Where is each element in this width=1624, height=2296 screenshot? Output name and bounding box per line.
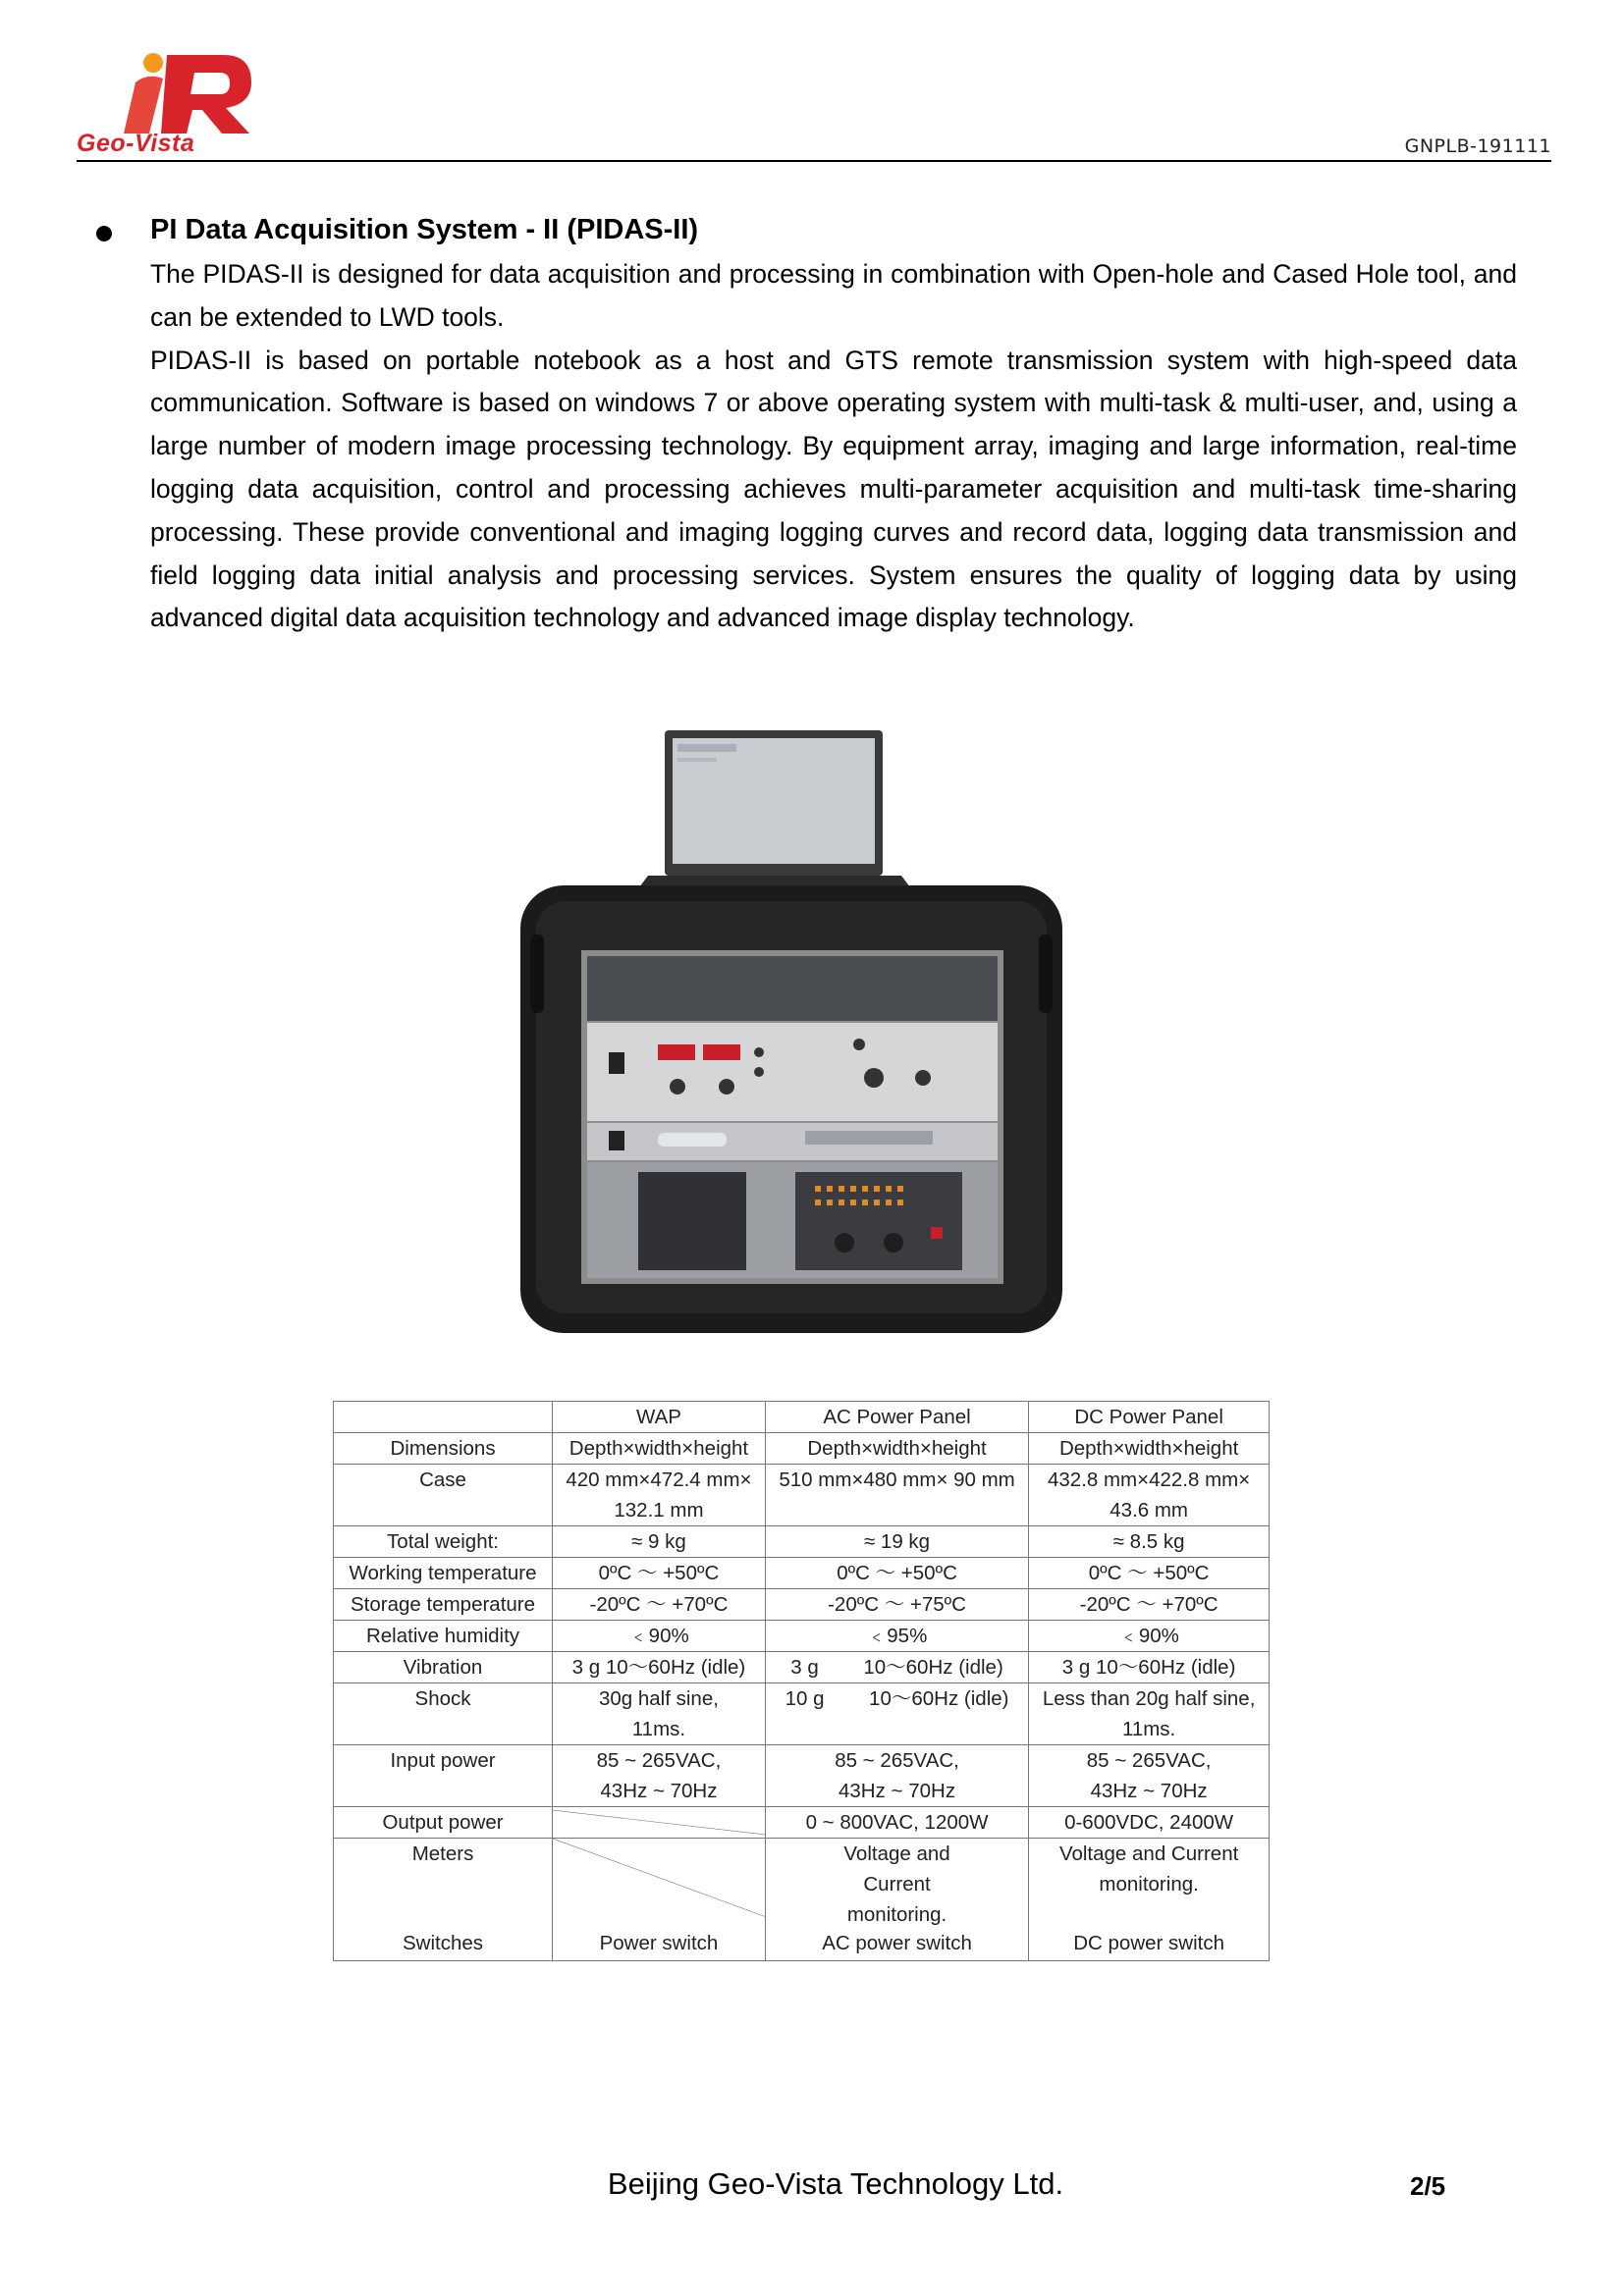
row-label: Switches xyxy=(403,1932,484,1954)
table-cell: Depth×width×height xyxy=(553,1433,766,1465)
table-cell: ≈ 19 kg xyxy=(765,1526,1028,1558)
table-row xyxy=(334,1465,1270,1526)
table-cell: -20ºC ～ +70ºC xyxy=(1029,1589,1270,1621)
table-cell: ﹤90% xyxy=(1029,1621,1270,1652)
footer-company xyxy=(0,2166,1624,2202)
table-row xyxy=(334,1558,1270,1589)
table-cell: 0-600VDC, 2400W xyxy=(1029,1807,1270,1839)
wap-meters-switches-cell xyxy=(553,1839,766,1961)
table-header-row xyxy=(334,1402,1270,1433)
table-cell: Voltage and Current monitoring. xyxy=(843,1842,950,1926)
bullet-icon xyxy=(96,226,112,241)
table-cell: Depth×width×height xyxy=(1029,1433,1270,1465)
table-cell: 432.8 mm×422.8 mm× 43.6 mm xyxy=(1029,1465,1270,1526)
table-row xyxy=(334,1526,1270,1558)
table-cell: Voltage and Current monitoring. xyxy=(1058,1842,1239,1896)
table-cell: 420 mm×472.4 mm× 132.1 mm xyxy=(553,1465,766,1526)
table-header-cell: DC Power Panel xyxy=(1029,1402,1270,1433)
paragraph: PIDAS-II is based on portable notebook as a host and GTS remote transmission system with high-speed data communication. Software is based on windows 7 or above operating system with multi-task & multi-user, and, using a large number of modern image processing technology. By equipment array, imaging and large information, real-time logging data acquisition, control and processing achieves multi-parameter acquisition and multi-task time-sharing processing. These provide conventional and imaging logging curves and record data, logging data transmission and field logging data initial analysis and processing services. System ensures the quality of logging data by using advanced digital data acquisition technology and advanced image display technology. xyxy=(150,345,1517,633)
brand-wordmark: Geo-Vista xyxy=(77,130,195,157)
table-cell: 85 ~ 265VAC, 43Hz ~ 70Hz xyxy=(1029,1745,1270,1807)
specification-table xyxy=(333,1401,1270,1961)
row-label: Working temperature xyxy=(334,1558,553,1589)
meters-switches-label xyxy=(334,1839,553,1961)
paragraph: The PIDAS-II is designed for data acquisition and processing in combination with Open-hole and Cased Hole tool, and can be extended to LWD tools. xyxy=(150,259,1517,332)
table-header-cell: WAP xyxy=(553,1402,766,1433)
table-cell: ≈ 9 kg xyxy=(553,1526,766,1558)
row-label: Storage temperature xyxy=(334,1589,553,1621)
row-label: Vibration xyxy=(334,1652,553,1683)
table-row xyxy=(334,1807,1270,1839)
table-row xyxy=(334,1745,1270,1807)
table-cell: ﹤95% xyxy=(765,1621,1028,1652)
row-label: Total weight: xyxy=(334,1526,553,1558)
table-cell: 0ºC ～ +50ºC xyxy=(1029,1558,1270,1589)
dc-meters-switches-cell xyxy=(1029,1839,1270,1961)
row-label: Output power xyxy=(334,1807,553,1839)
document-id: GNPLB-191111 xyxy=(1404,135,1551,157)
row-label: Input power xyxy=(334,1745,553,1807)
table-cell: 0ºC ～ +50ºC xyxy=(553,1558,766,1589)
table-cell: 3 g 10～60Hz (idle) xyxy=(765,1652,1028,1683)
pidas-ii-system-photo xyxy=(520,728,1062,1333)
row-label: Dimensions xyxy=(334,1433,553,1465)
table-cell: 85 ~ 265VAC, 43Hz ~ 70Hz xyxy=(765,1745,1028,1807)
table-row xyxy=(334,1621,1270,1652)
table-cell: 0ºC ～ +50ºC xyxy=(765,1558,1028,1589)
page-number: 2/5 xyxy=(1410,2171,1446,2201)
section-body xyxy=(150,253,1517,640)
section-title: PI Data Acquisition System - II (PIDAS-II) xyxy=(150,214,699,245)
row-label: Relative humidity xyxy=(334,1621,553,1652)
table-cell: -20ºC ～ +75ºC xyxy=(765,1589,1028,1621)
empty-diagonal-cell xyxy=(553,1807,766,1839)
ac-meters-switches-cell xyxy=(765,1839,1028,1961)
table-header-cell: AC Power Panel xyxy=(765,1402,1028,1433)
table-cell: -20ºC ～ +70ºC xyxy=(553,1589,766,1621)
table-row xyxy=(334,1433,1270,1465)
table-cell: 30g half sine, 11ms. xyxy=(553,1683,766,1745)
table-row xyxy=(334,1589,1270,1621)
row-label: Shock xyxy=(334,1683,553,1745)
table-header-cell xyxy=(334,1402,553,1433)
table-cell: Depth×width×height xyxy=(765,1433,1028,1465)
table-cell: Power switch xyxy=(599,1932,719,1954)
row-label: Meters xyxy=(411,1842,474,1865)
table-row xyxy=(334,1652,1270,1683)
table-cell: 0 ~ 800VAC, 1200W xyxy=(765,1807,1028,1839)
table-cell: AC power switch xyxy=(822,1932,972,1954)
row-label: Case xyxy=(334,1465,553,1526)
table-cell: ﹤90% xyxy=(553,1621,766,1652)
table-cell: DC power switch xyxy=(1073,1932,1225,1954)
table-cell: 510 mm×480 mm× 90 mm xyxy=(765,1465,1028,1526)
header-divider xyxy=(77,160,1551,162)
table-cell: ≈ 8.5 kg xyxy=(1029,1526,1270,1558)
table-cell: 85 ~ 265VAC, 43Hz ~ 70Hz xyxy=(553,1745,766,1807)
table-cell: 3 g 10～60Hz (idle) xyxy=(553,1652,766,1683)
company-name: Beijing Geo-Vista Technology Ltd. xyxy=(607,2166,1064,2201)
table-row xyxy=(334,1683,1270,1745)
table-row xyxy=(334,1839,1270,1961)
table-cell: Less than 20g half sine, 11ms. xyxy=(1029,1683,1270,1745)
table-cell: 3 g 10～60Hz (idle) xyxy=(1029,1652,1270,1683)
table-cell: 10 g 10～60Hz (idle) xyxy=(765,1683,1028,1745)
